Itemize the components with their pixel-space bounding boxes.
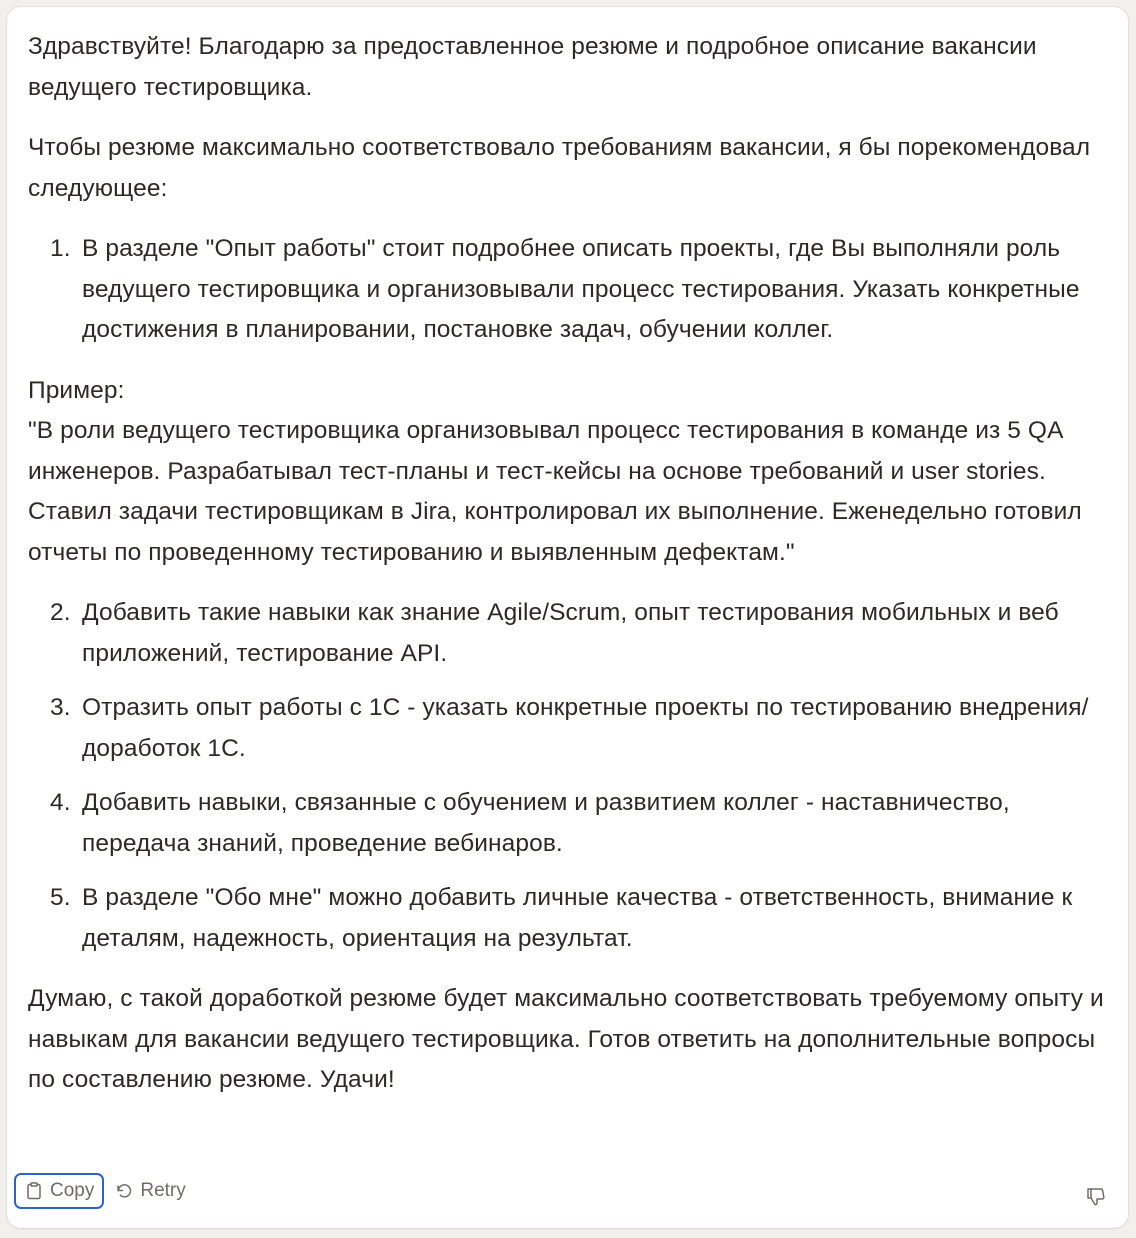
list-item-text: В разделе "Обо мне" можно добавить личные качества - ответственность, внимание к деталям, надежность, ориентация на результат. <box>82 884 1073 952</box>
message-content <box>28 27 1118 1101</box>
copy-label: Copy <box>50 1180 95 1201</box>
outro-paragraph: Думаю, с такой доработкой резюме будет максимально соответствовать требуемому опыту и навыкам для вакансии ведущего тестировщика. Готов ответить на дополнительные вопросы по составлению резюме. Удачи! <box>28 985 1104 1093</box>
list-item-text: Добавить навыки, связанные с обучением и развитием коллег - наставничество, передача знаний, проведение вебинаров. <box>82 789 1010 857</box>
list-item-number: 1. <box>50 235 71 262</box>
list-item-text: Добавить такие навыки как знание Agile/Scrum, опыт тестирования мобильных и веб приложений, тестирование API. <box>82 599 1059 667</box>
list-item <box>28 783 1118 864</box>
example-text: "В роли ведущего тестировщика организовывал процесс тестирования в команде из 5 QA инженеров. Разрабатывал тест-планы и тест-кейсы на основе требований и user stories. Ставил задачи тестировщикам в Jira, контролировал их выполнение. Еженедельно готовил отчеты по проведенному тестированию и выявленным дефектам." <box>28 417 1082 566</box>
assistant-message-card <box>7 7 1128 1228</box>
list-item <box>28 229 1118 351</box>
list-item <box>28 878 1118 959</box>
list-item <box>28 593 1118 674</box>
copy-button[interactable] <box>14 1173 104 1209</box>
retry-label: Retry <box>140 1180 186 1201</box>
message-actions <box>14 1173 192 1209</box>
example-block <box>28 371 1118 574</box>
clipboard-icon <box>24 1181 44 1201</box>
list-item-text: Отразить опыт работы с 1С - указать конкретные проекты по тестированию внедрения/доработок 1С. <box>82 694 1089 762</box>
lead-paragraph: Чтобы резюме максимально соответствовало требованиям вакансии, я бы порекомендовал следующее: <box>28 134 1091 202</box>
intro-paragraph: Здравствуйте! Благодарю за предоставленное резюме и подробное описание вакансии ведущего тестировщика. <box>28 33 1037 101</box>
list-item-number: 2. <box>50 599 71 626</box>
list-item-number: 4. <box>50 789 71 816</box>
list-item-text: В разделе "Опыт работы" стоит подробнее описать проекты, где Вы выполняли роль ведущего тестировщика и организовывали процесс тестирования. Указать конкретные достижения в планировании, постановке задач, обучении коллег. <box>82 235 1080 343</box>
recommendations-list <box>28 593 1118 959</box>
retry-button[interactable] <box>108 1173 191 1209</box>
retry-icon <box>114 1181 134 1201</box>
list-item-number: 5. <box>50 884 71 911</box>
example-label: Пример: <box>28 376 125 404</box>
thumbs-down-icon[interactable] <box>1084 1185 1108 1209</box>
list-item <box>28 688 1118 769</box>
list-item-number: 3. <box>50 694 71 721</box>
